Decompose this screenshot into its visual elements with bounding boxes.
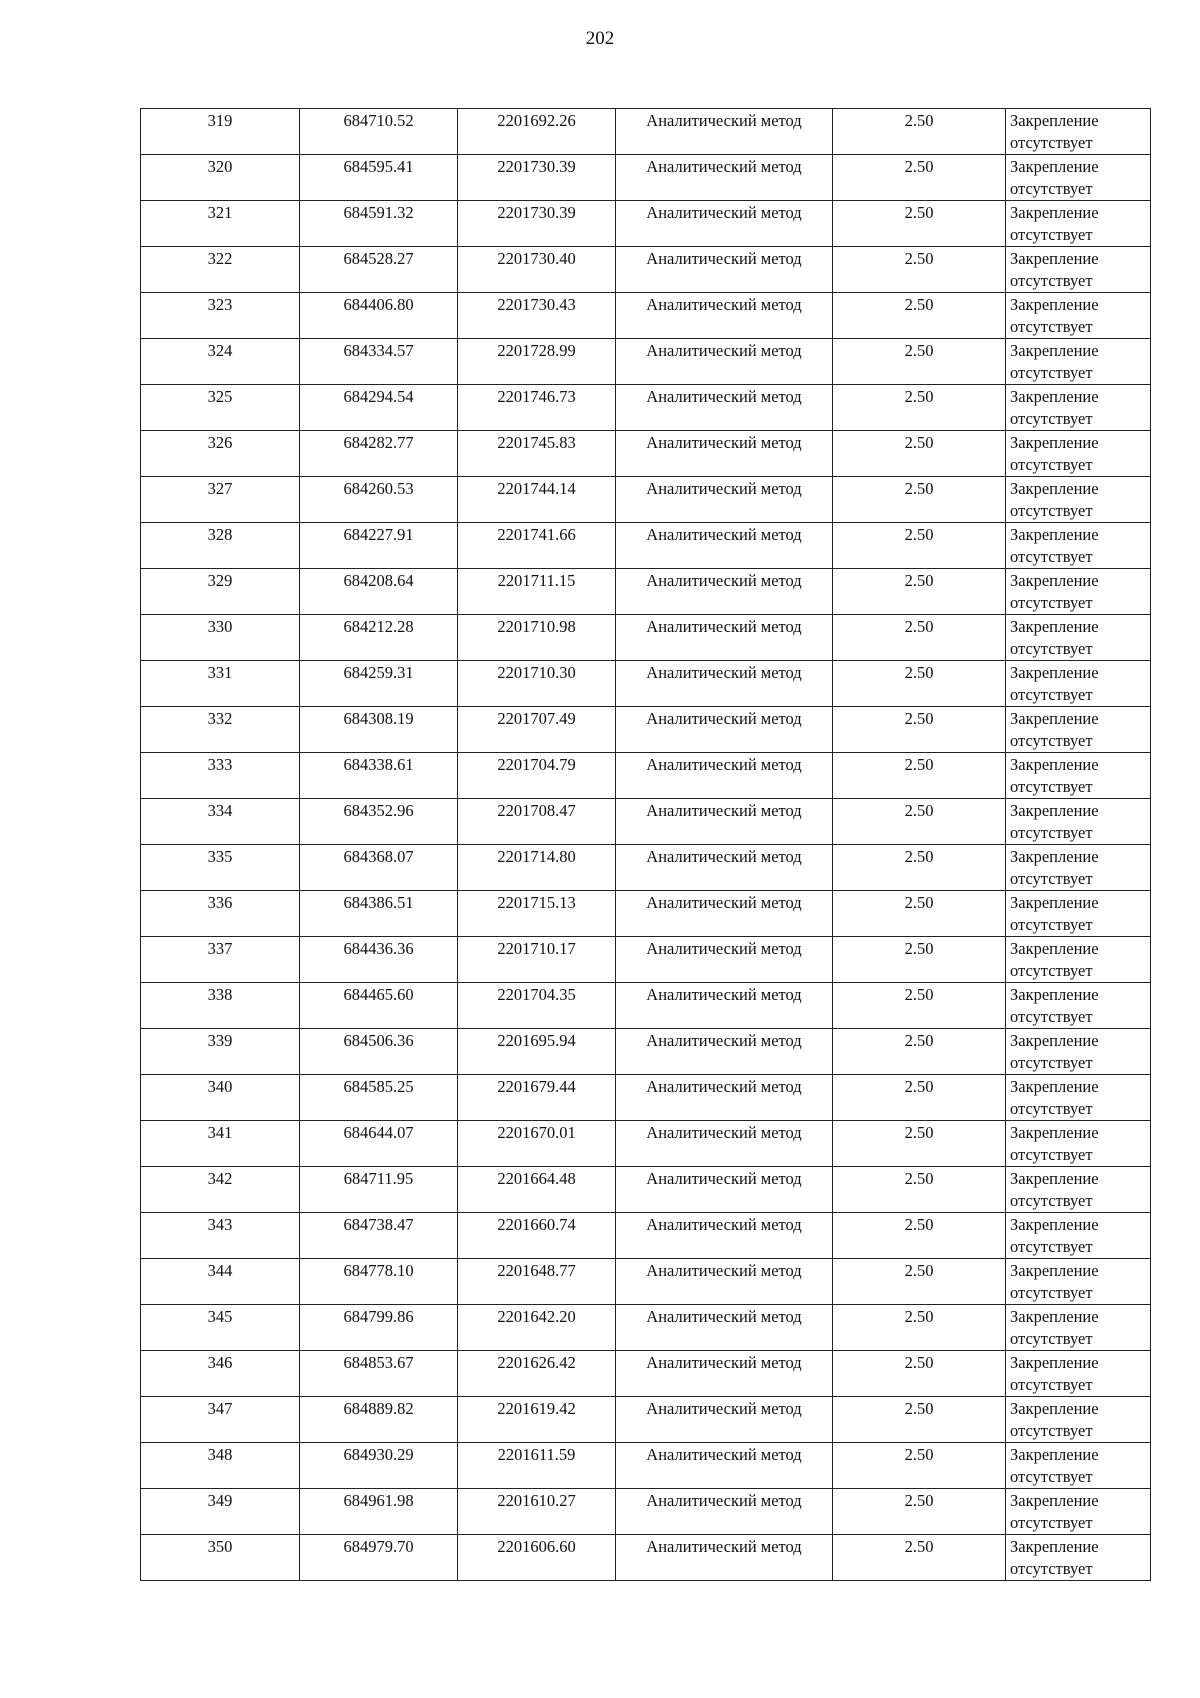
fixation-cell: Закрепление отсутствует bbox=[1006, 891, 1151, 937]
table-row bbox=[141, 523, 1151, 569]
point-number-cell: 325 bbox=[141, 385, 300, 431]
table-row bbox=[141, 799, 1151, 845]
fixation-cell: Закрепление отсутствует bbox=[1006, 799, 1151, 845]
table-row bbox=[141, 1259, 1151, 1305]
x-coordinate-cell: 684711.95 bbox=[300, 1167, 458, 1213]
x-coordinate-cell: 684961.98 bbox=[300, 1489, 458, 1535]
method-cell: Аналитический метод bbox=[616, 983, 833, 1029]
fixation-cell: Закрепление отсутствует bbox=[1006, 1535, 1151, 1581]
fixation-cell: Закрепление отсутствует bbox=[1006, 431, 1151, 477]
table-row bbox=[141, 1535, 1151, 1581]
accuracy-cell: 2.50 bbox=[833, 523, 1006, 569]
method-cell: Аналитический метод bbox=[616, 845, 833, 891]
fixation-cell: Закрепление отсутствует bbox=[1006, 1489, 1151, 1535]
x-coordinate-cell: 684506.36 bbox=[300, 1029, 458, 1075]
y-coordinate-cell: 2201710.30 bbox=[458, 661, 616, 707]
method-cell: Аналитический метод bbox=[616, 1075, 833, 1121]
method-cell: Аналитический метод bbox=[616, 753, 833, 799]
fixation-cell: Закрепление отсутствует bbox=[1006, 1351, 1151, 1397]
method-cell: Аналитический метод bbox=[616, 201, 833, 247]
coordinates-table-body bbox=[141, 109, 1151, 1581]
accuracy-cell: 2.50 bbox=[833, 983, 1006, 1029]
table-row bbox=[141, 983, 1151, 1029]
table-row bbox=[141, 1351, 1151, 1397]
point-number-cell: 319 bbox=[141, 109, 300, 155]
method-cell: Аналитический метод bbox=[616, 891, 833, 937]
point-number-cell: 323 bbox=[141, 293, 300, 339]
method-cell: Аналитический метод bbox=[616, 523, 833, 569]
y-coordinate-cell: 2201711.15 bbox=[458, 569, 616, 615]
table-row bbox=[141, 1305, 1151, 1351]
x-coordinate-cell: 684889.82 bbox=[300, 1397, 458, 1443]
x-coordinate-cell: 684308.19 bbox=[300, 707, 458, 753]
accuracy-cell: 2.50 bbox=[833, 1213, 1006, 1259]
x-coordinate-cell: 684352.96 bbox=[300, 799, 458, 845]
point-number-cell: 324 bbox=[141, 339, 300, 385]
point-number-cell: 348 bbox=[141, 1443, 300, 1489]
y-coordinate-cell: 2201728.99 bbox=[458, 339, 616, 385]
x-coordinate-cell: 684406.80 bbox=[300, 293, 458, 339]
coordinates-table bbox=[140, 108, 1151, 1581]
point-number-cell: 336 bbox=[141, 891, 300, 937]
x-coordinate-cell: 684338.61 bbox=[300, 753, 458, 799]
point-number-cell: 347 bbox=[141, 1397, 300, 1443]
accuracy-cell: 2.50 bbox=[833, 1305, 1006, 1351]
fixation-cell: Закрепление отсутствует bbox=[1006, 1213, 1151, 1259]
fixation-cell: Закрепление отсутствует bbox=[1006, 1121, 1151, 1167]
table-row bbox=[141, 753, 1151, 799]
x-coordinate-cell: 684528.27 bbox=[300, 247, 458, 293]
accuracy-cell: 2.50 bbox=[833, 431, 1006, 477]
accuracy-cell: 2.50 bbox=[833, 1443, 1006, 1489]
point-number-cell: 330 bbox=[141, 615, 300, 661]
y-coordinate-cell: 2201714.80 bbox=[458, 845, 616, 891]
table-row bbox=[141, 1213, 1151, 1259]
y-coordinate-cell: 2201730.39 bbox=[458, 155, 616, 201]
point-number-cell: 337 bbox=[141, 937, 300, 983]
table-row bbox=[141, 615, 1151, 661]
y-coordinate-cell: 2201744.14 bbox=[458, 477, 616, 523]
method-cell: Аналитический метод bbox=[616, 1213, 833, 1259]
method-cell: Аналитический метод bbox=[616, 1029, 833, 1075]
point-number-cell: 327 bbox=[141, 477, 300, 523]
fixation-cell: Закрепление отсутствует bbox=[1006, 339, 1151, 385]
x-coordinate-cell: 684208.64 bbox=[300, 569, 458, 615]
accuracy-cell: 2.50 bbox=[833, 1259, 1006, 1305]
method-cell: Аналитический метод bbox=[616, 937, 833, 983]
accuracy-cell: 2.50 bbox=[833, 477, 1006, 523]
table-row bbox=[141, 1397, 1151, 1443]
y-coordinate-cell: 2201710.98 bbox=[458, 615, 616, 661]
table-row bbox=[141, 201, 1151, 247]
fixation-cell: Закрепление отсутствует bbox=[1006, 1167, 1151, 1213]
y-coordinate-cell: 2201710.17 bbox=[458, 937, 616, 983]
point-number-cell: 346 bbox=[141, 1351, 300, 1397]
method-cell: Аналитический метод bbox=[616, 1121, 833, 1167]
accuracy-cell: 2.50 bbox=[833, 569, 1006, 615]
x-coordinate-cell: 684710.52 bbox=[300, 109, 458, 155]
method-cell: Аналитический метод bbox=[616, 1443, 833, 1489]
y-coordinate-cell: 2201619.42 bbox=[458, 1397, 616, 1443]
x-coordinate-cell: 684465.60 bbox=[300, 983, 458, 1029]
point-number-cell: 321 bbox=[141, 201, 300, 247]
x-coordinate-cell: 684853.67 bbox=[300, 1351, 458, 1397]
x-coordinate-cell: 684436.36 bbox=[300, 937, 458, 983]
y-coordinate-cell: 2201692.26 bbox=[458, 109, 616, 155]
accuracy-cell: 2.50 bbox=[833, 1121, 1006, 1167]
accuracy-cell: 2.50 bbox=[833, 293, 1006, 339]
table-row bbox=[141, 1443, 1151, 1489]
method-cell: Аналитический метод bbox=[616, 385, 833, 431]
point-number-cell: 329 bbox=[141, 569, 300, 615]
accuracy-cell: 2.50 bbox=[833, 247, 1006, 293]
y-coordinate-cell: 2201730.40 bbox=[458, 247, 616, 293]
method-cell: Аналитический метод bbox=[616, 477, 833, 523]
y-coordinate-cell: 2201610.27 bbox=[458, 1489, 616, 1535]
method-cell: Аналитический метод bbox=[616, 615, 833, 661]
fixation-cell: Закрепление отсутствует bbox=[1006, 477, 1151, 523]
x-coordinate-cell: 684294.54 bbox=[300, 385, 458, 431]
table-row bbox=[141, 431, 1151, 477]
y-coordinate-cell: 2201730.39 bbox=[458, 201, 616, 247]
x-coordinate-cell: 684227.91 bbox=[300, 523, 458, 569]
table-row bbox=[141, 1075, 1151, 1121]
x-coordinate-cell: 684260.53 bbox=[300, 477, 458, 523]
fixation-cell: Закрепление отсутствует bbox=[1006, 845, 1151, 891]
method-cell: Аналитический метод bbox=[616, 1351, 833, 1397]
point-number-cell: 345 bbox=[141, 1305, 300, 1351]
method-cell: Аналитический метод bbox=[616, 1167, 833, 1213]
x-coordinate-cell: 684386.51 bbox=[300, 891, 458, 937]
y-coordinate-cell: 2201704.79 bbox=[458, 753, 616, 799]
accuracy-cell: 2.50 bbox=[833, 1029, 1006, 1075]
method-cell: Аналитический метод bbox=[616, 799, 833, 845]
table-row bbox=[141, 937, 1151, 983]
y-coordinate-cell: 2201642.20 bbox=[458, 1305, 616, 1351]
accuracy-cell: 2.50 bbox=[833, 845, 1006, 891]
x-coordinate-cell: 684259.31 bbox=[300, 661, 458, 707]
table-row bbox=[141, 1167, 1151, 1213]
x-coordinate-cell: 684644.07 bbox=[300, 1121, 458, 1167]
accuracy-cell: 2.50 bbox=[833, 661, 1006, 707]
method-cell: Аналитический метод bbox=[616, 1489, 833, 1535]
method-cell: Аналитический метод bbox=[616, 569, 833, 615]
fixation-cell: Закрепление отсутствует bbox=[1006, 201, 1151, 247]
table-row bbox=[141, 707, 1151, 753]
y-coordinate-cell: 2201741.66 bbox=[458, 523, 616, 569]
y-coordinate-cell: 2201704.35 bbox=[458, 983, 616, 1029]
fixation-cell: Закрепление отсутствует bbox=[1006, 1259, 1151, 1305]
page-number: 202 bbox=[585, 28, 615, 49]
fixation-cell: Закрепление отсутствует bbox=[1006, 385, 1151, 431]
fixation-cell: Закрепление отсутствует bbox=[1006, 615, 1151, 661]
accuracy-cell: 2.50 bbox=[833, 937, 1006, 983]
method-cell: Аналитический метод bbox=[616, 155, 833, 201]
point-number-cell: 339 bbox=[141, 1029, 300, 1075]
y-coordinate-cell: 2201606.60 bbox=[458, 1535, 616, 1581]
fixation-cell: Закрепление отсутствует bbox=[1006, 1305, 1151, 1351]
fixation-cell: Закрепление отсутствует bbox=[1006, 1029, 1151, 1075]
method-cell: Аналитический метод bbox=[616, 339, 833, 385]
accuracy-cell: 2.50 bbox=[833, 339, 1006, 385]
table-row bbox=[141, 1029, 1151, 1075]
method-cell: Аналитический метод bbox=[616, 1535, 833, 1581]
x-coordinate-cell: 684930.29 bbox=[300, 1443, 458, 1489]
accuracy-cell: 2.50 bbox=[833, 385, 1006, 431]
x-coordinate-cell: 684738.47 bbox=[300, 1213, 458, 1259]
accuracy-cell: 2.50 bbox=[833, 1075, 1006, 1121]
point-number-cell: 343 bbox=[141, 1213, 300, 1259]
table-row bbox=[141, 109, 1151, 155]
method-cell: Аналитический метод bbox=[616, 707, 833, 753]
y-coordinate-cell: 2201670.01 bbox=[458, 1121, 616, 1167]
fixation-cell: Закрепление отсутствует bbox=[1006, 1397, 1151, 1443]
point-number-cell: 320 bbox=[141, 155, 300, 201]
fixation-cell: Закрепление отсутствует bbox=[1006, 753, 1151, 799]
point-number-cell: 350 bbox=[141, 1535, 300, 1581]
method-cell: Аналитический метод bbox=[616, 431, 833, 477]
y-coordinate-cell: 2201708.47 bbox=[458, 799, 616, 845]
method-cell: Аналитический метод bbox=[616, 1305, 833, 1351]
y-coordinate-cell: 2201730.43 bbox=[458, 293, 616, 339]
table-row bbox=[141, 845, 1151, 891]
point-number-cell: 340 bbox=[141, 1075, 300, 1121]
table-row bbox=[141, 293, 1151, 339]
y-coordinate-cell: 2201648.77 bbox=[458, 1259, 616, 1305]
table-row bbox=[141, 1489, 1151, 1535]
point-number-cell: 344 bbox=[141, 1259, 300, 1305]
fixation-cell: Закрепление отсутствует bbox=[1006, 1075, 1151, 1121]
table-row bbox=[141, 339, 1151, 385]
accuracy-cell: 2.50 bbox=[833, 1489, 1006, 1535]
fixation-cell: Закрепление отсутствует bbox=[1006, 155, 1151, 201]
accuracy-cell: 2.50 bbox=[833, 799, 1006, 845]
point-number-cell: 341 bbox=[141, 1121, 300, 1167]
table-row bbox=[141, 569, 1151, 615]
accuracy-cell: 2.50 bbox=[833, 1535, 1006, 1581]
accuracy-cell: 2.50 bbox=[833, 1397, 1006, 1443]
y-coordinate-cell: 2201660.74 bbox=[458, 1213, 616, 1259]
point-number-cell: 333 bbox=[141, 753, 300, 799]
y-coordinate-cell: 2201707.49 bbox=[458, 707, 616, 753]
table-row bbox=[141, 1121, 1151, 1167]
fixation-cell: Закрепление отсутствует bbox=[1006, 937, 1151, 983]
fixation-cell: Закрепление отсутствует bbox=[1006, 661, 1151, 707]
accuracy-cell: 2.50 bbox=[833, 1167, 1006, 1213]
y-coordinate-cell: 2201679.44 bbox=[458, 1075, 616, 1121]
fixation-cell: Закрепление отсутствует bbox=[1006, 983, 1151, 1029]
point-number-cell: 349 bbox=[141, 1489, 300, 1535]
point-number-cell: 328 bbox=[141, 523, 300, 569]
accuracy-cell: 2.50 bbox=[833, 155, 1006, 201]
y-coordinate-cell: 2201745.83 bbox=[458, 431, 616, 477]
x-coordinate-cell: 684368.07 bbox=[300, 845, 458, 891]
x-coordinate-cell: 684585.25 bbox=[300, 1075, 458, 1121]
point-number-cell: 332 bbox=[141, 707, 300, 753]
fixation-cell: Закрепление отсутствует bbox=[1006, 1443, 1151, 1489]
y-coordinate-cell: 2201664.48 bbox=[458, 1167, 616, 1213]
point-number-cell: 342 bbox=[141, 1167, 300, 1213]
table-row bbox=[141, 247, 1151, 293]
table-row bbox=[141, 385, 1151, 431]
accuracy-cell: 2.50 bbox=[833, 1351, 1006, 1397]
point-number-cell: 326 bbox=[141, 431, 300, 477]
fixation-cell: Закрепление отсутствует bbox=[1006, 707, 1151, 753]
table-row bbox=[141, 891, 1151, 937]
accuracy-cell: 2.50 bbox=[833, 891, 1006, 937]
table-row bbox=[141, 155, 1151, 201]
point-number-cell: 338 bbox=[141, 983, 300, 1029]
y-coordinate-cell: 2201626.42 bbox=[458, 1351, 616, 1397]
method-cell: Аналитический метод bbox=[616, 247, 833, 293]
fixation-cell: Закрепление отсутствует bbox=[1006, 569, 1151, 615]
x-coordinate-cell: 684591.32 bbox=[300, 201, 458, 247]
x-coordinate-cell: 684799.86 bbox=[300, 1305, 458, 1351]
table-row bbox=[141, 477, 1151, 523]
accuracy-cell: 2.50 bbox=[833, 615, 1006, 661]
y-coordinate-cell: 2201611.59 bbox=[458, 1443, 616, 1489]
fixation-cell: Закрепление отсутствует bbox=[1006, 293, 1151, 339]
table-row bbox=[141, 661, 1151, 707]
point-number-cell: 322 bbox=[141, 247, 300, 293]
y-coordinate-cell: 2201695.94 bbox=[458, 1029, 616, 1075]
fixation-cell: Закрепление отсутствует bbox=[1006, 109, 1151, 155]
y-coordinate-cell: 2201746.73 bbox=[458, 385, 616, 431]
method-cell: Аналитический метод bbox=[616, 1397, 833, 1443]
x-coordinate-cell: 684334.57 bbox=[300, 339, 458, 385]
accuracy-cell: 2.50 bbox=[833, 109, 1006, 155]
x-coordinate-cell: 684282.77 bbox=[300, 431, 458, 477]
accuracy-cell: 2.50 bbox=[833, 753, 1006, 799]
accuracy-cell: 2.50 bbox=[833, 201, 1006, 247]
method-cell: Аналитический метод bbox=[616, 661, 833, 707]
accuracy-cell: 2.50 bbox=[833, 707, 1006, 753]
method-cell: Аналитический метод bbox=[616, 109, 833, 155]
x-coordinate-cell: 684778.10 bbox=[300, 1259, 458, 1305]
method-cell: Аналитический метод bbox=[616, 1259, 833, 1305]
x-coordinate-cell: 684595.41 bbox=[300, 155, 458, 201]
point-number-cell: 335 bbox=[141, 845, 300, 891]
point-number-cell: 331 bbox=[141, 661, 300, 707]
x-coordinate-cell: 684212.28 bbox=[300, 615, 458, 661]
fixation-cell: Закрепление отсутствует bbox=[1006, 523, 1151, 569]
point-number-cell: 334 bbox=[141, 799, 300, 845]
fixation-cell: Закрепление отсутствует bbox=[1006, 247, 1151, 293]
x-coordinate-cell: 684979.70 bbox=[300, 1535, 458, 1581]
method-cell: Аналитический метод bbox=[616, 293, 833, 339]
y-coordinate-cell: 2201715.13 bbox=[458, 891, 616, 937]
